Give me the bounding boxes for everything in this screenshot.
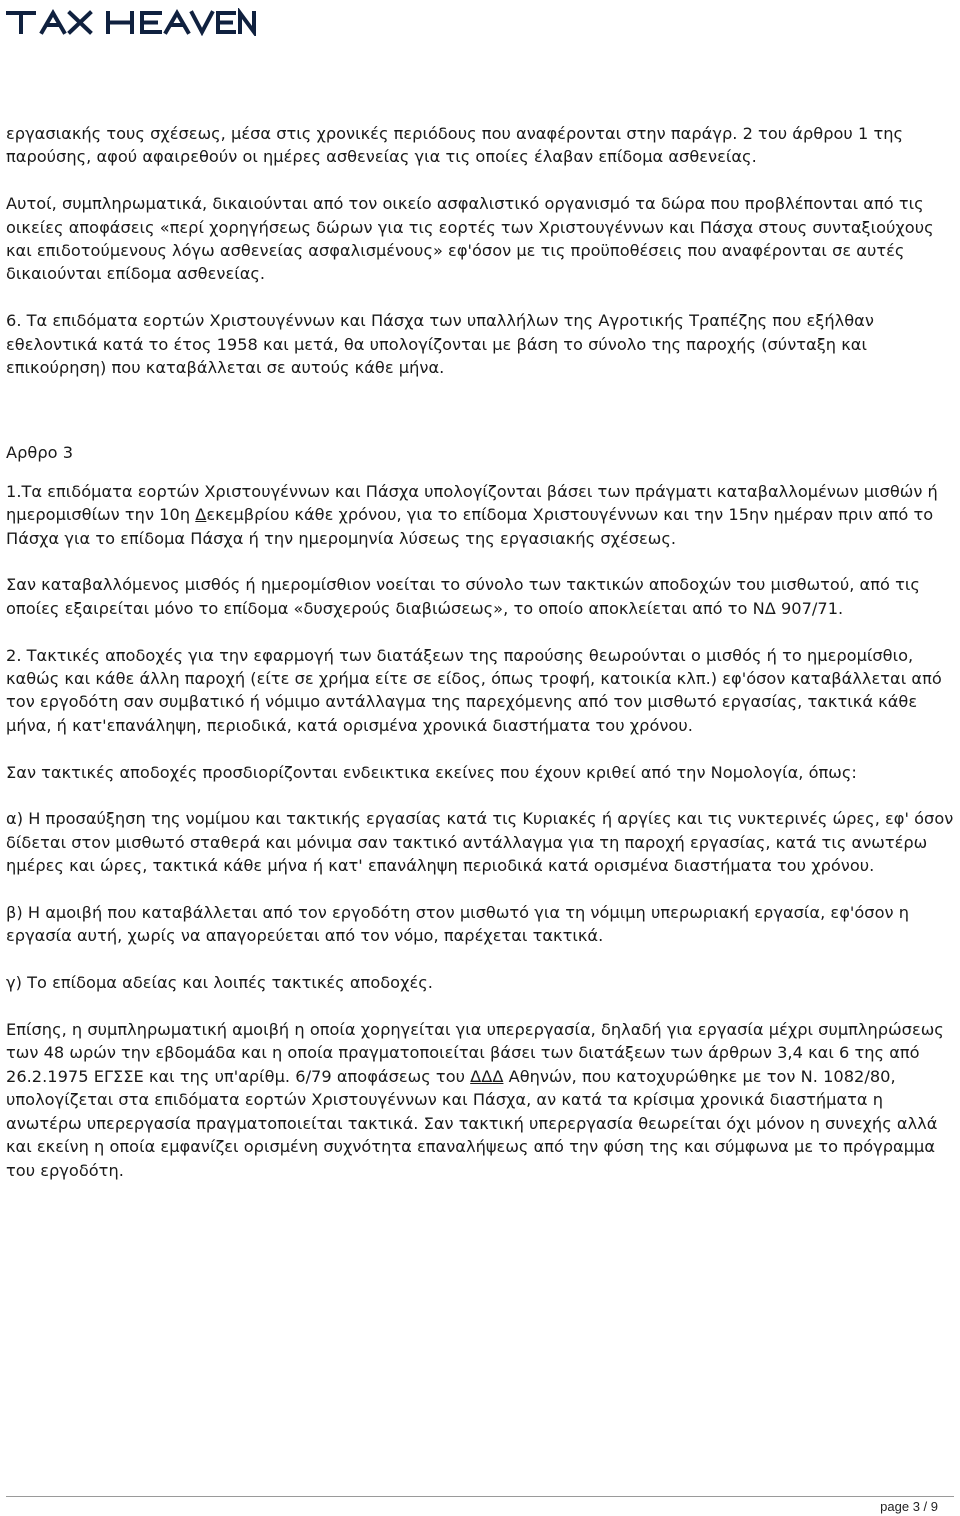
paragraph: Αυτοί, συμπληρωματικά, δικαιούνται από τον οικείο ασφαλιστικό οργανισμό τα δώρα που προβλέπονται από τις οικείες αποφάσεις «περί χορηγήσεως δώρων για τις εορτές των Χριστουγέννων και Πάσχα στους συνταξιούχους και επιδοτούμενους λόγω ασθενείας ασφαλισμένους» εφ'όσον με τις προϋποθέσεις που αναφέρονται σε αυτές δικαιούνται επίδομα ασθενείας.	[6, 194, 934, 284]
text-run: 1.Τα επιδόματα εορτών Χριστουγέννων και Πάσχα υπολογίζονται βάσει των πράγματι καταβαλλομένων μισθών ή ημερομισθίων την 10η	[6, 481, 938, 525]
paragraph: α) Η προσαύξηση της νομίμου και τακτικής εργασίας κατά τις Κυριακές ή αργίες και τις νυκτερινές ώρες, εφ' όσον δίδεται στον μισθωτό σταθερά και μόνιμα σαν τακτικό αντάλλαγμα για τη παροχή εργασίας, κατά τις ανωτέρω ημέρες και ώρες, τακτικά κάθε μήνα ή κατ' επανάληψη περιοδικά κατά ορισμένα διαστήματα του χρόνου.	[6, 809, 954, 876]
underlined-text: ΔΔΔ	[470, 1066, 504, 1086]
paragraph: Σαν τακτικές αποδοχές προσδιορίζονται ενδεικτικα εκείνες που έχουν κριθεί από την Νομολογία, όπως:	[6, 762, 857, 782]
footer-divider	[6, 1496, 954, 1497]
paragraph	[6, 480, 956, 550]
tax-heaven-logo	[4, 8, 256, 36]
paragraph: γ) Το επίδομα αδείας και λοιπές τακτικές αποδοχές.	[6, 973, 433, 993]
paragraph: εργασιακής τους σχέσεως, μέσα στις χρονικές περιόδους που αναφέρονται στην παράγρ. 2 του άρθρου 1 της παρούσης, αφού αφαιρεθούν οι ημέρες ασθενείας για τις οποίες έλαβαν επίδομα ασθενείας.	[6, 124, 904, 167]
text-run: Αθηνών, που κατοχυρώθηκε με τον Ν. 1082/80, υπολογίζεται στα επιδόματα εορτών Χριστουγέννων και Πάσχα, αν κατά τα κρίσιμα χρονικά διαστήματα η ανωτέρω υπερεργασία πραγματοποιείται τακτικά. Σαν τακτική υπερεργασία θεωρείται όχι μόνον η συνεχής αλλά και εκείνη η οποία εμφανίζει ορισμένη συχνότητα επαναλήψεως από την φύση της και σύμφωνα με το πρόγραμμα του εργοδότη.	[6, 1066, 938, 1180]
logo-wordmark	[4, 8, 256, 36]
paragraph: Σαν καταβαλλόμενος μισθός ή ημερομίσθιον νοείται το σύνολο των τακτικών αποδοχών του μισθωτού, από τις οποίες εξαιρείται μόνο το επίδομα «δυσχερούς διαβιώσεως», το οποίο αποκλείεται από το ΝΔ 907/71.	[6, 575, 920, 618]
document-body	[6, 122, 956, 1205]
paragraph	[6, 1018, 956, 1182]
paragraph: 6. Τα επιδόματα εορτών Χριστουγέννων και Πάσχα των υπαλλήλων της Αγροτικής Τραπέζης που εξήλθαν εθελοντικά κατά το έτος 1958 και μετά, θα υπολογίζονται με βάση το σύνολο της παροχής (σύνταξη και επικούρηση) που καταβάλλεται σε αυτούς κάθε μήνα.	[6, 311, 874, 378]
paragraph: β) Η αμοιβή που καταβάλλεται από τον εργοδότη στον μισθωτό για τη νόμιμη υπερωριακή εργασία, εφ'όσον η εργασία αυτή, χωρίς να απαγορεύεται από τον νόμο, παρέχεται τακτικά.	[6, 903, 910, 946]
text-run: Επίσης, η συμπληρωματική αμοιβή η οποία χορηγείται για υπερεργασία, δηλαδή για εργασία μέχρι συμπληρώσεως των 48 ωρών την εβδομάδα και η οποία πραγματοποιείται βάσει των διατάξεων των άρθρων 3,4 και 6 της από 26.2.1975 ΕΓΣΣΕ και της υπ'αρίθμ. 6/79 αποφάσεως του	[6, 1020, 944, 1086]
underlined-text: Δ	[195, 505, 207, 525]
text-run: εκεμβρίου κάθε χρόνου, για το επίδομα Χριστουγέννων και την 15ην ημέραν πριν από το Πάσχα για το επίδομα Πάσχα ή την ημερομηνία λύσεως της εργασιακής σχέσεως.	[6, 505, 934, 548]
article-heading: Αρθρο 3	[6, 443, 74, 463]
page-number: page 3 / 9	[880, 1499, 938, 1514]
paragraph: 2. Τακτικές αποδοχές για την εφαρμογή των διατάξεων της παρούσης θεωρούνται ο μισθός ή το ημερομίσθιο, καθώς και κάθε άλλη παροχή (είτε σε χρήμα είτε σε είδος, όπως τροφή, κατοικία κλπ.) εφ'όσον καταβάλλεται από τον εργοδότη σαν συμβατικό ή νόμιμο αντάλλαγμα της παρεχόμενης από τον μισθωτό εργασίας, τακτικά κάθε μήνα, ή κατ'επανάληψη, περιοδικά, κατά ορισμένα χρονικά διαστήματα του χρόνου.	[6, 645, 942, 735]
